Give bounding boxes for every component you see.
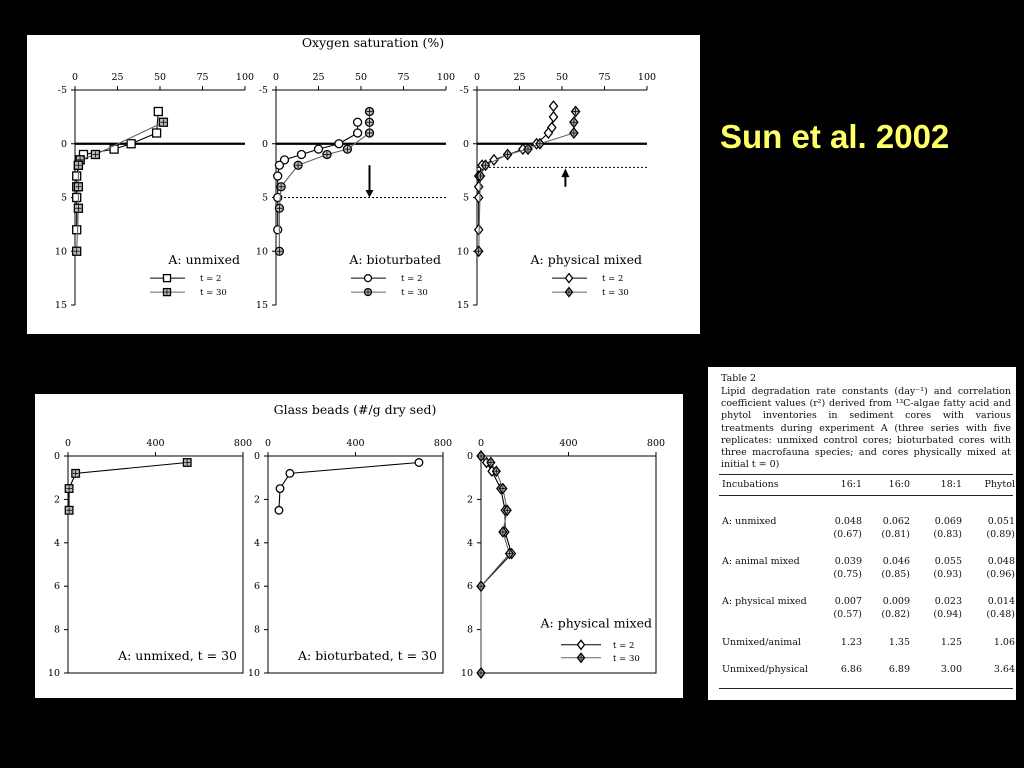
oxygen-plot-1	[55, 72, 254, 311]
table-value-cell: 0.048	[987, 556, 1015, 567]
legend-label-t30: t = 30	[602, 288, 629, 299]
y-tick-label: 0	[261, 138, 268, 150]
y-tick-label: 6	[253, 581, 260, 593]
y-tick-label: 10	[456, 246, 469, 258]
y-tick-label: 15	[54, 300, 67, 311]
beads-plot-2	[248, 438, 452, 679]
x-tick-label: 50	[153, 72, 167, 83]
data-point-t2	[274, 226, 282, 234]
y-tick-label: 0	[53, 451, 60, 462]
series-line-t2	[479, 106, 554, 230]
x-tick-label: 75	[397, 72, 410, 83]
table-value-cell: 1.06	[993, 637, 1015, 648]
x-tick-label: 0	[477, 438, 485, 449]
legend-label-t2: t = 2	[602, 274, 624, 285]
table-value-cell: 1.23	[840, 637, 862, 648]
x-tick-label: 800	[233, 438, 253, 449]
data-point-t2	[154, 108, 162, 116]
x-tick-label: 25	[513, 72, 526, 83]
table-row-label: A: animal mixed	[722, 556, 800, 567]
table-header-cell: 18:1	[940, 479, 962, 490]
data-point-t2	[298, 151, 306, 159]
data-point	[415, 459, 423, 467]
y-tick-label: 4	[53, 537, 60, 549]
legend-marker-t2	[578, 640, 585, 649]
x-tick-label: 50	[555, 72, 569, 83]
y-tick-label: 0	[60, 138, 67, 150]
y-tick-label: 6	[53, 581, 60, 593]
table-value-cell: 1.25	[940, 637, 962, 648]
table-value-cell: 6.89	[888, 664, 910, 675]
data-point-t2	[315, 145, 323, 153]
series-line-t30	[69, 463, 187, 511]
glass-beads-figure	[35, 394, 683, 698]
legend-label-t30: t = 30	[613, 653, 640, 664]
table-value-cell: 0.046	[882, 556, 910, 567]
x-tick-label: 400	[146, 438, 165, 449]
data-point-t2	[110, 145, 118, 153]
legend-label-t30: t = 30	[200, 288, 227, 299]
table-r2-cell: (0.57)	[833, 609, 862, 620]
x-tick-label: 25	[312, 72, 325, 83]
glass-beads-svg	[35, 394, 683, 698]
y-tick-label: 10	[47, 668, 60, 679]
oxygen-saturation-svg	[27, 35, 700, 334]
y-tick-label: -5	[459, 85, 469, 96]
series-line-t30	[77, 122, 164, 251]
table-value-cell: 0.051	[987, 516, 1015, 527]
data-point-t2	[127, 140, 135, 148]
data-point	[275, 506, 283, 514]
table-rule-bottom	[719, 688, 1013, 689]
legend-label-t2: t = 2	[200, 274, 222, 285]
data-point	[286, 470, 294, 478]
data-point-t2	[550, 101, 558, 111]
table-value-cell: 6.86	[840, 664, 862, 675]
y-tick-label: 0	[253, 451, 260, 462]
table-r2-cell: (0.94)	[933, 609, 962, 620]
x-tick-label: 0	[473, 72, 481, 83]
oxygen-plot-2	[256, 72, 455, 311]
data-point-t2	[354, 129, 362, 137]
data-point-t2	[335, 140, 343, 148]
data-point-t2	[475, 193, 483, 203]
table-row-label: A: unmixed	[722, 516, 777, 527]
y-tick-label: 6	[466, 581, 473, 593]
y-tick-label: 5	[462, 192, 469, 204]
table-header-cell: 16:0	[888, 479, 910, 490]
table-value-cell: 0.007	[834, 596, 862, 607]
table-rule-header	[719, 495, 1013, 496]
table-value-cell: 0.048	[834, 516, 862, 527]
beads-plot-1	[48, 438, 252, 679]
data-point-t2	[73, 226, 81, 234]
table-value-cell: 0.062	[882, 516, 910, 527]
table-value-cell: 1.35	[888, 637, 910, 648]
table-r2-cell: (0.75)	[833, 569, 862, 580]
table-r2-cell: (0.93)	[933, 569, 962, 580]
table-caption-body: Lipid degradation rate constants (day⁻¹) and correlation coefficient values (r²) derived from ¹³C-algae fatty acid and phytol inventories in sediment cores with various treatments during experiment A (three series with five replicates: unmixed control cores; bioturbated cores with three macrofauna species; and cores physically mixed at initial t = 0)	[721, 386, 1011, 471]
oxygen-plot-3	[457, 72, 656, 311]
data-point-t2	[153, 129, 161, 137]
table-r2-cell: (0.83)	[933, 529, 962, 540]
data-point-t2	[275, 161, 283, 169]
x-tick-label: 0	[264, 438, 272, 449]
y-tick-label: 0	[462, 138, 469, 150]
series-line-t30	[279, 463, 419, 511]
table-row-label: Unmixed/physical	[722, 664, 808, 675]
y-tick-label: 10	[247, 668, 260, 679]
arrow-head	[366, 190, 374, 198]
data-point-t2	[274, 172, 282, 180]
panel-label: A: unmixed	[168, 252, 240, 268]
table-body	[708, 367, 1016, 700]
x-tick-label: 800	[646, 438, 666, 449]
lipid-degradation-table	[708, 367, 1016, 700]
table-row-label: Unmixed/animal	[722, 637, 801, 648]
table-r2-cell: (0.89)	[986, 529, 1015, 540]
data-point	[276, 485, 284, 493]
arrow-head	[561, 168, 569, 177]
panel-label: A: physical mixed	[530, 252, 642, 268]
panel-label: A: bioturbated	[349, 252, 441, 268]
y-tick-label: 8	[53, 624, 60, 636]
plot-frame	[68, 456, 243, 673]
table-r2-cell: (0.96)	[986, 569, 1015, 580]
legend-marker-t2	[164, 275, 171, 282]
x-tick-label: 100	[235, 72, 255, 83]
table-value-cell: 0.069	[934, 516, 962, 527]
legend-label-t30: t = 30	[401, 288, 428, 299]
data-point-t2	[550, 112, 558, 122]
y-tick-label: 2	[53, 494, 60, 506]
plot-frame	[268, 456, 443, 673]
y-tick-label: -5	[258, 85, 268, 96]
slide-title: Sun et al. 2002	[720, 118, 950, 155]
x-tick-label: 25	[111, 72, 124, 83]
data-point-t2	[354, 118, 362, 126]
y-tick-label: 8	[253, 624, 260, 636]
x-tick-label: 75	[196, 72, 209, 83]
data-point-t2	[475, 182, 483, 192]
x-tick-label: 100	[637, 72, 657, 83]
y-tick-label: 2	[253, 494, 260, 506]
x-tick-label: 100	[436, 72, 456, 83]
y-tick-label: 8	[466, 624, 473, 636]
x-tick-label: 400	[559, 438, 578, 449]
table-r2-cell: (0.48)	[986, 609, 1015, 620]
table-r2-cell: (0.81)	[881, 529, 910, 540]
beads-top-label: Glass beads (#/g dry sed)	[273, 402, 437, 417]
y-tick-label: 5	[60, 192, 67, 204]
x-tick-label: 0	[272, 72, 280, 83]
y-tick-label: 10	[460, 668, 473, 679]
table-row-label: A: physical mixed	[722, 596, 807, 607]
panel-label: A: unmixed, t = 30	[118, 647, 237, 663]
table-r2-cell: (0.82)	[881, 609, 910, 620]
oxygen-saturation-figure	[27, 35, 700, 334]
data-point-t2	[73, 172, 81, 180]
legend-label-t2: t = 2	[613, 640, 635, 651]
table-value-cell: 0.023	[934, 596, 962, 607]
x-tick-label: 0	[64, 438, 72, 449]
y-tick-label: 4	[466, 537, 473, 549]
panel-label: A: bioturbated, t = 30	[298, 647, 437, 663]
series-line-t2	[77, 112, 159, 230]
y-tick-label: 10	[255, 246, 268, 258]
legend-marker-t2	[566, 274, 573, 283]
y-tick-label: 5	[261, 192, 268, 204]
x-tick-label: 50	[354, 72, 368, 83]
x-tick-label: 75	[598, 72, 611, 83]
table-value-cell: 0.009	[882, 596, 910, 607]
table-value-cell: 0.014	[987, 596, 1015, 607]
data-point-t2	[73, 194, 81, 202]
oxygen-top-label: Oxygen saturation (%)	[301, 35, 445, 50]
table-rule-top	[719, 474, 1013, 475]
table-header-cell: Incubations	[722, 479, 779, 490]
x-tick-label: 0	[71, 72, 79, 83]
table-value-cell: 0.055	[934, 556, 962, 567]
y-tick-label: 15	[255, 300, 268, 311]
table-value-cell: 3.64	[993, 664, 1015, 675]
table-r2-cell: (0.85)	[881, 569, 910, 580]
y-tick-label: 4	[253, 537, 260, 549]
panel-label: A: physical mixed	[540, 615, 652, 631]
table-value-cell: 3.00	[940, 664, 962, 675]
beads-plot-3	[461, 438, 665, 679]
legend-marker-t2	[365, 275, 372, 282]
legend-label-t2: t = 2	[401, 274, 423, 285]
y-tick-label: -5	[57, 85, 67, 96]
x-tick-label: 400	[346, 438, 365, 449]
y-tick-label: 0	[466, 451, 473, 462]
y-tick-label: 15	[456, 300, 469, 311]
table-caption-title: Table 2	[721, 373, 757, 384]
table-value-cell: 0.039	[834, 556, 862, 567]
table-header-cell: 16:1	[840, 479, 862, 490]
series-line-t30	[479, 112, 576, 252]
y-tick-label: 10	[54, 246, 67, 258]
x-tick-label: 800	[433, 438, 453, 449]
table-header-cell: Phytol	[984, 479, 1015, 490]
table-r2-cell: (0.67)	[833, 529, 862, 540]
y-tick-label: 2	[466, 494, 473, 506]
